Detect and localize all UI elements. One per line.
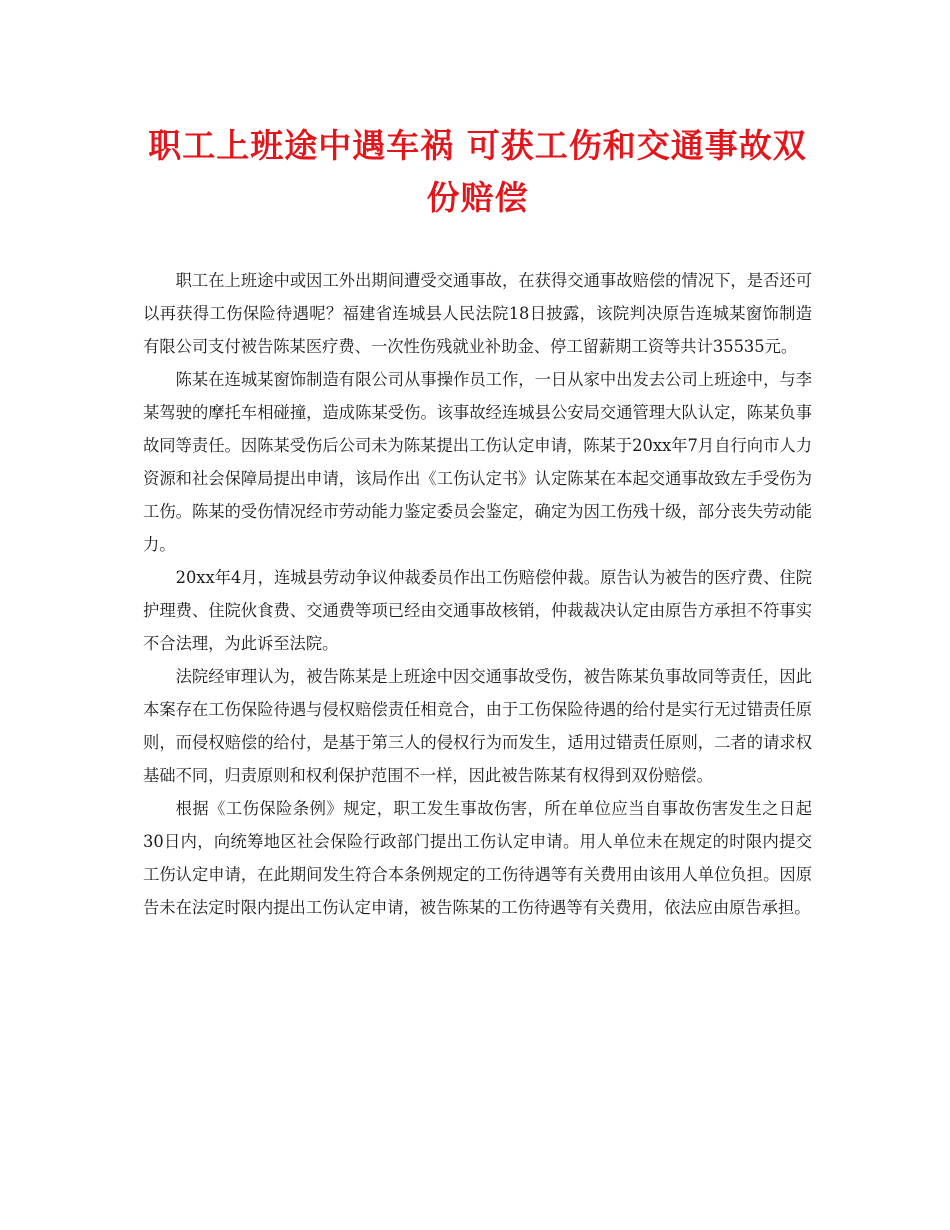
paragraph-4: 法院经审理认为，被告陈某是上班途中因交通事故受伤，被告陈某负事故同等责任，因此本案存在工伤保险待遇与侵权赔偿责任相竞合，由于工伤保险待遇的给付是实行无过错责任原则，而侵权赔偿的给付，是基于第三人的侵权行为而发生，适用过错责任原则，二者的请求权基础不同，归责原则和权利保护范围不一样，因此被告陈某有权得到双份赔偿。: [143, 667, 812, 785]
paragraph-5: 根据《工伤保险条例》规定，职工发生事故伤害，所在单位应当自事故伤害发生之日起30日内，向统筹地区社会保险行政部门提出工伤认定申请。用人单位未在规定的时限内提交工伤认定申请，在此期间发生符合本条例规定的工伤待遇等有关费用由该用人单位负担。因原告未在法定时限内提出工伤认定申请，被告陈某的工伤待遇等有关费用，依法应由原告承担。: [143, 799, 812, 917]
document-body: [143, 264, 812, 924]
paragraph-2: 陈某在连城某窗饰制造有限公司从事操作员工作，一日从家中出发去公司上班途中，与李某驾驶的摩托车相碰撞，造成陈某受伤。该事故经连城县公安局交通管理大队认定，陈某负事故同等责任。因陈某受伤后公司未为陈某提出工伤认定申请，陈某于20xx年7月自行向市人力资源和社会保障局提出申请，该局作出《工伤认定书》认定陈某在本起交通事故致左手受伤为工伤。陈某的受伤情况经市劳动能力鉴定委员会鉴定，确定为因工伤残十级，部分丧失劳动能力。: [143, 370, 812, 554]
document-title: 职工上班途中遇车祸 可获工伤和交通事故双份赔偿: [148, 126, 807, 217]
paragraph-3: 20xx年4月，连城县劳动争议仲裁委员作出工伤赔偿仲裁。原告认为被告的医疗费、住院护理费、住院伙食费、交通费等项已经由交通事故核销，仲裁裁决认定由原告方承担不符事实不合法理，为此诉至法院。: [143, 568, 812, 653]
paragraph-1: 职工在上班途中或因工外出期间遭受交通事故，在获得交通事故赔偿的情况下，是否还可以再获得工伤保险待遇呢？福建省连城县人民法院18日披露，该院判决原告连城某窗饰制造有限公司支付被告陈某医疗费、一次性伤残就业补助金、停工留薪期工资等共计35535元。: [143, 271, 812, 356]
